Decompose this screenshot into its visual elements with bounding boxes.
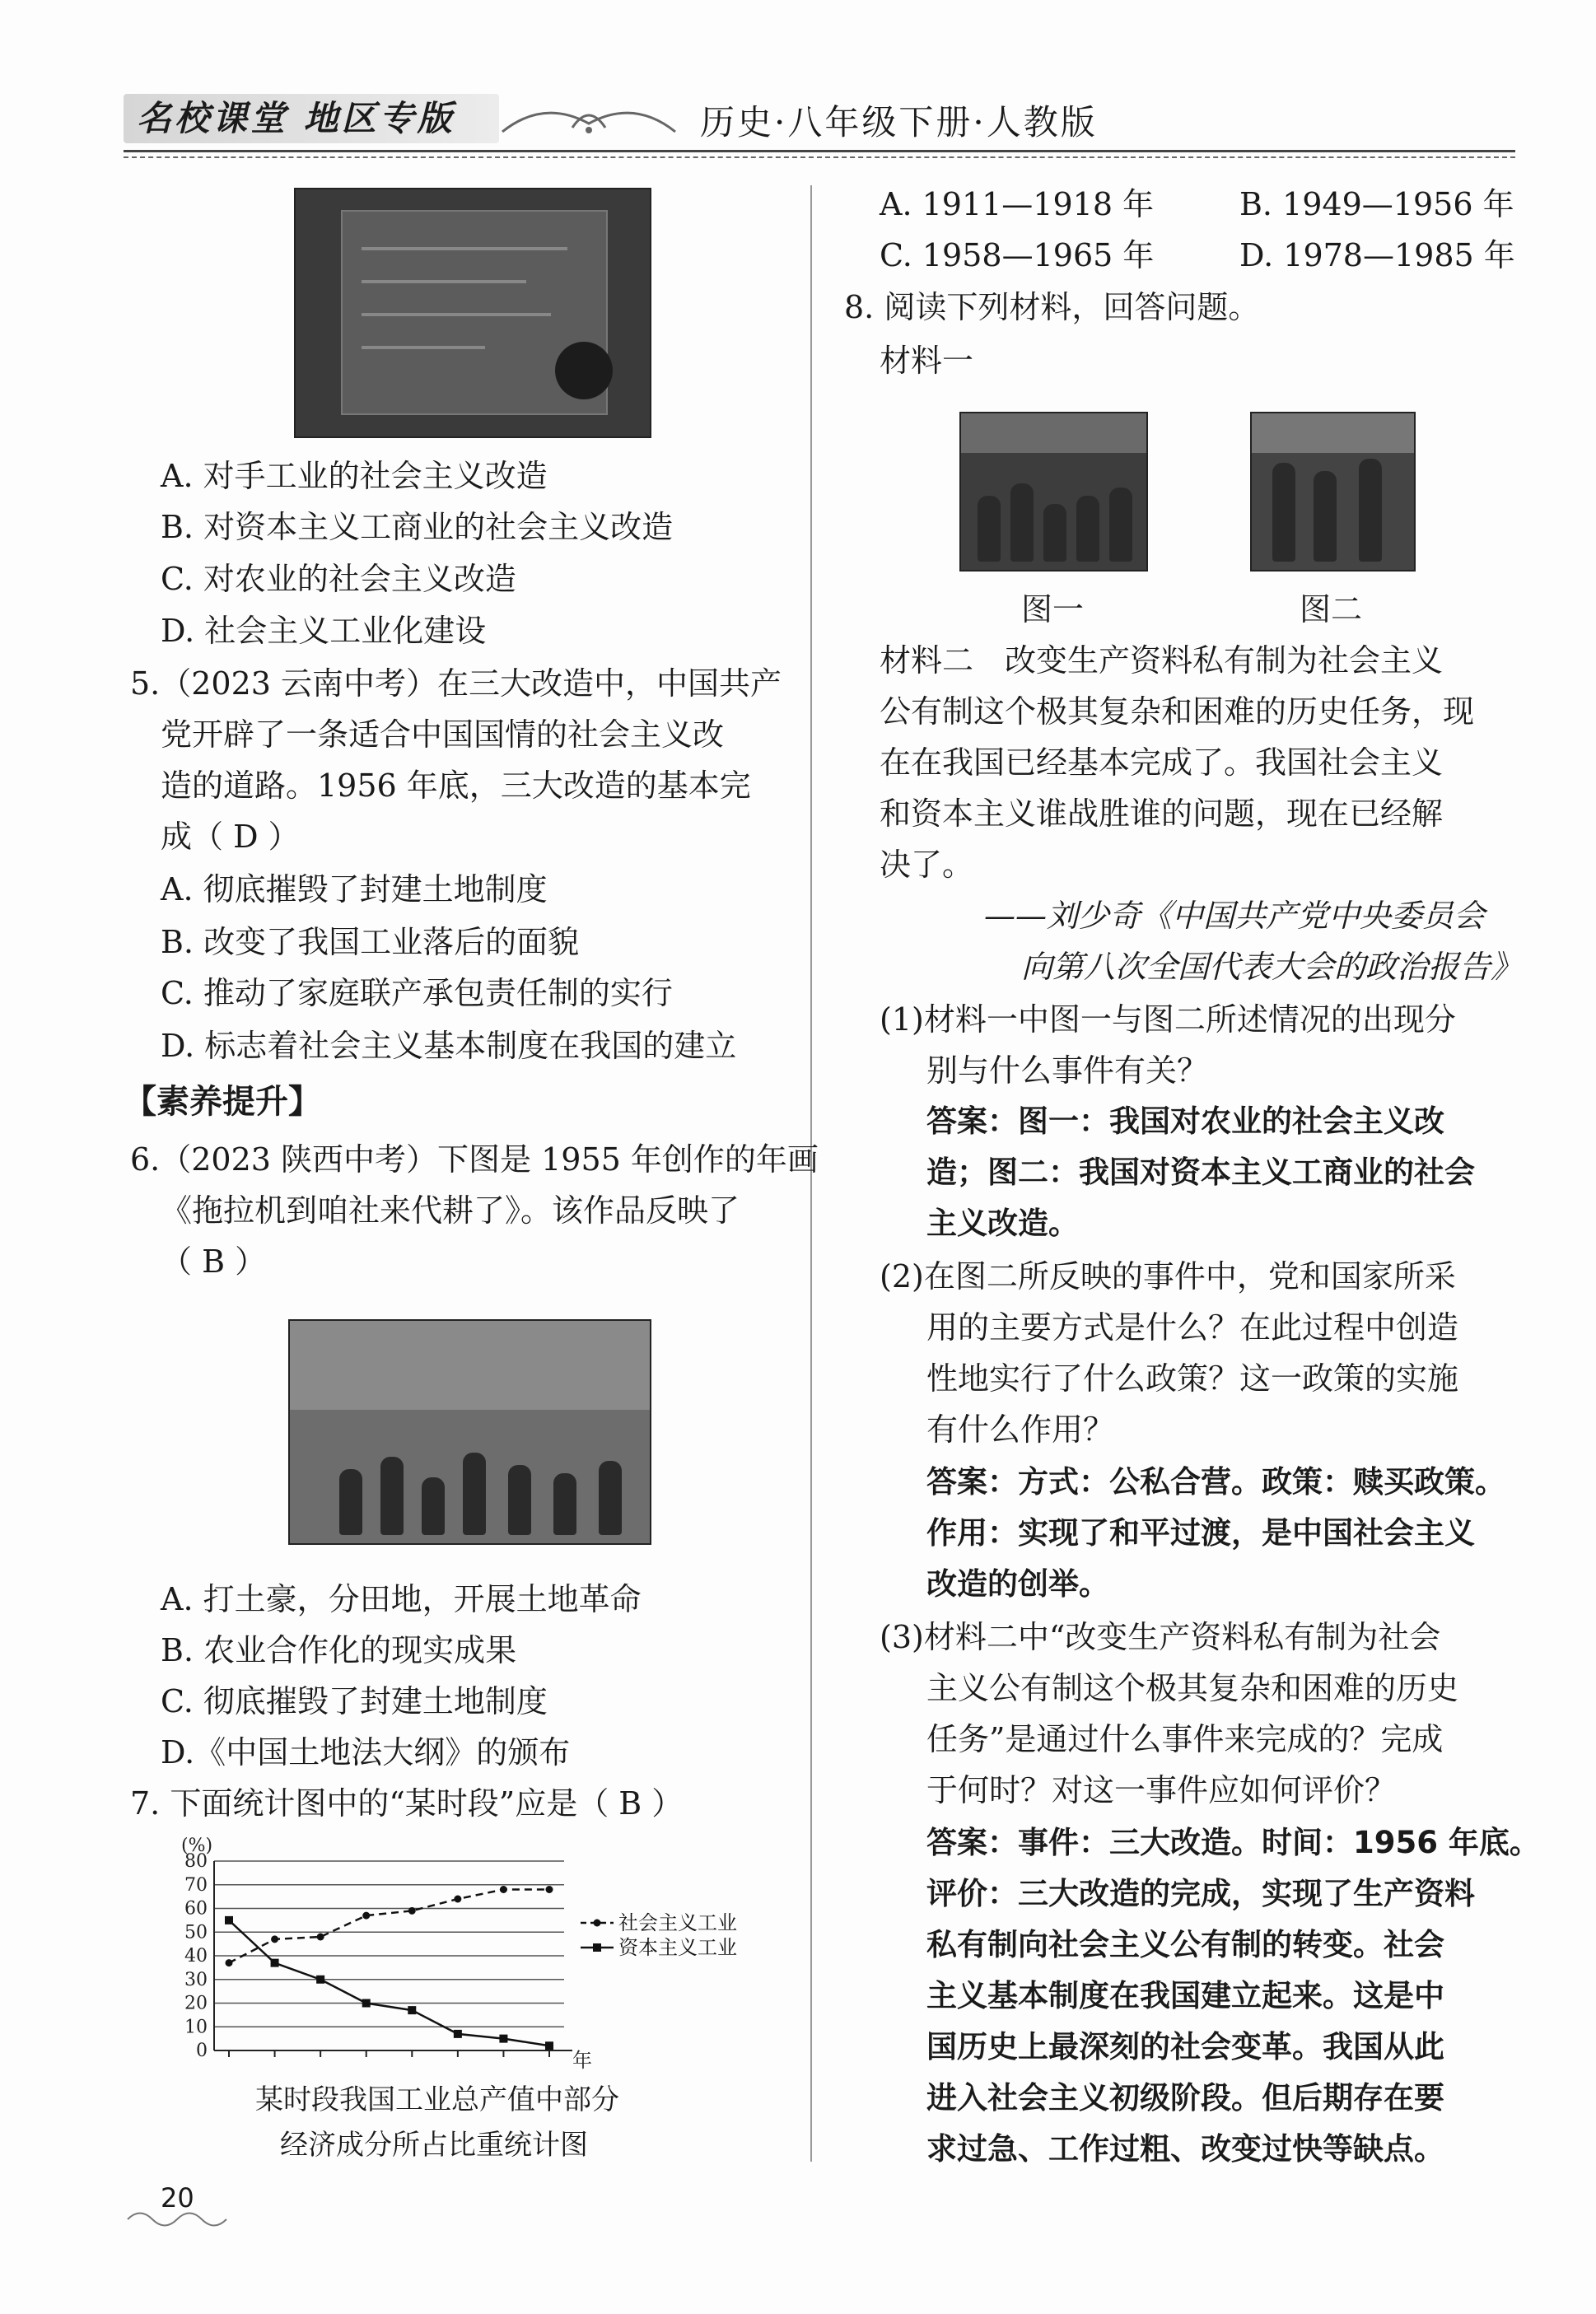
series-line-1 xyxy=(229,1890,549,1963)
y-tick-label: 30 xyxy=(184,1969,208,1990)
section-heading: 【素养提升】 xyxy=(124,1083,321,1121)
material1-label: 材料一 xyxy=(880,343,974,379)
series-2-point xyxy=(271,1959,279,1967)
q8-3-line-2: 主义公有制这个极其复杂和困难的历史 xyxy=(926,1670,1459,1706)
q6-option-d: D.《中国土地法大纲》的颁布 xyxy=(161,1734,571,1770)
q5-option-d: D. 标志着社会主义基本制度在我国的建立 xyxy=(161,1028,737,1064)
x-axis-label: 年 xyxy=(572,2049,592,2072)
q4-option-b: B. 对资本主义工商业的社会主义改造 xyxy=(161,509,674,545)
certificate-photo xyxy=(294,188,651,438)
header-rule-dashed xyxy=(124,156,1515,158)
ornament-icon xyxy=(494,99,684,140)
series-2-point xyxy=(362,1999,371,2008)
y-tick-label: 70 xyxy=(184,1874,208,1896)
series-2-point xyxy=(499,2035,507,2043)
new-year-painting xyxy=(288,1319,651,1545)
series-1-point xyxy=(408,1907,416,1915)
y-tick-label: 0 xyxy=(196,2041,208,2061)
q5-line-3: 造的道路。1956 年底，三大改造的基本完 xyxy=(161,767,751,804)
q5-option-c: C. 推动了家庭联产承包责任制的实行 xyxy=(161,975,673,1011)
a8-3-line-1: 答案：事件：三大改造。时间：1956 年底。 xyxy=(926,1825,1540,1860)
q6-option-c: C. 彻底摧毁了封建土地制度 xyxy=(161,1683,548,1719)
y-tick-label: 10 xyxy=(184,2017,208,2038)
header-title: 历史·八年级下册·人教版 xyxy=(700,102,1098,142)
q6-line-3: （ B ） xyxy=(161,1243,267,1280)
page-number: 20 xyxy=(161,2182,194,2214)
series-1-point xyxy=(546,1886,553,1893)
a8-1-line-2: 造；图二：我国对资本主义工商业的社会 xyxy=(926,1155,1475,1190)
q8-2-line-4: 有什么作用？ xyxy=(926,1411,1115,1448)
material2-line-4: 和资本主义谁战胜谁的问题，现在已经解 xyxy=(880,795,1444,832)
q8-1-line-2: 别与什么事件有关？ xyxy=(926,1052,1209,1089)
series-2-point xyxy=(408,2006,416,2014)
industry-share-chart xyxy=(156,1832,782,2079)
series-2-point xyxy=(545,2041,553,2050)
a8-3-line-6: 进入社会主义初级阶段。但后期存在要 xyxy=(926,2080,1444,2116)
a8-3-line-3: 私有制向社会主义公有制的转变。社会 xyxy=(926,1927,1444,1962)
a8-3-line-4: 主义基本制度在我国建立起来。这是中 xyxy=(926,1978,1444,2013)
a8-2-line-2: 作用：实现了和平过渡，是中国社会主义 xyxy=(926,1515,1475,1551)
legend-marker-2 xyxy=(593,1943,601,1952)
fig2-label: 图二 xyxy=(1300,591,1363,627)
q5-line-2: 党开辟了一条适合中国国情的社会主义改 xyxy=(161,716,725,753)
series-1-point xyxy=(500,1886,507,1893)
q6-option-b: B. 农业合作化的现实成果 xyxy=(161,1632,517,1668)
a8-3-line-2: 评价：三大改造的完成，实现了生产资料 xyxy=(926,1876,1475,1911)
material2-line-1: 材料二 改变生产资料私有制为社会主义 xyxy=(880,642,1444,679)
q4-option-c: C. 对农业的社会主义改造 xyxy=(161,561,516,597)
a8-2-line-3: 改造的创举。 xyxy=(926,1566,1109,1602)
source-line-1: ——刘少奇《中国共产党中央委员会 xyxy=(984,898,1486,934)
series-2-point xyxy=(316,1976,324,1984)
q8-3-line-3: 任务”是通过什么事件来完成的？完成 xyxy=(926,1721,1444,1757)
y-tick-label: 20 xyxy=(184,1993,208,2014)
header-rule xyxy=(124,150,1515,152)
q8-intro: 8. 阅读下列材料，回答问题。 xyxy=(844,289,1260,325)
q5-line-4: 成（ D ） xyxy=(161,819,300,855)
y-axis-label: (%) xyxy=(181,1836,213,1856)
material1-figure2-photo xyxy=(1250,412,1416,572)
a8-3-line-7: 求过急、工作过粗、改变过快等缺点。 xyxy=(926,2131,1444,2167)
y-tick-label: 80 xyxy=(184,1851,208,1872)
source-line-2: 向第八次全国代表大会的政治报告》 xyxy=(1021,949,1523,985)
chart-caption-1: 某时段我国工业总产值中部分 xyxy=(255,2083,619,2116)
series-1-point xyxy=(271,1935,278,1943)
q7-option-b: B. 1949—1956 年 xyxy=(1239,186,1514,222)
material2-line-2: 公有制这个极其复杂和困难的历史任务，现 xyxy=(880,693,1475,730)
chart-caption-2: 经济成分所占比重统计图 xyxy=(280,2129,588,2162)
series-1-point xyxy=(226,1959,233,1966)
legend-label-2: 资本主义工业 xyxy=(618,1936,737,1959)
brand-banner: 名校课堂 地区专版 xyxy=(124,94,499,143)
q7-option-d: D. 1978—1985 年 xyxy=(1239,237,1515,273)
material1-figure1-photo xyxy=(959,412,1148,572)
q8-1-line-1: (1)材料一中图一与图二所述情况的出现分 xyxy=(880,1001,1456,1038)
y-tick-label: 40 xyxy=(184,1946,208,1966)
series-1-point xyxy=(317,1934,324,1941)
page-header xyxy=(124,89,1515,155)
series-2-point xyxy=(225,1916,233,1924)
series-2-point xyxy=(454,2030,462,2038)
q8-2-line-1: (2)在图二所反映的事件中，党和国家所采 xyxy=(880,1258,1456,1295)
material2-line-3: 在在我国已经基本完成了。我国社会主义 xyxy=(880,744,1444,781)
q7-option-a: A. 1911—1918 年 xyxy=(880,186,1155,222)
q8-3-line-1: (3)材料二中“改变生产资料私有制为社会 xyxy=(880,1619,1441,1655)
q5-line-1: 5.（2023 云南中考）在三大改造中，中国共产 xyxy=(130,665,782,702)
q4-option-a: A. 对手工业的社会主义改造 xyxy=(161,458,548,494)
footer-ornament-icon xyxy=(124,2207,231,2232)
q6-line-2: 《拖拉机到咱社来代耕了》。该作品反映了 xyxy=(161,1192,740,1229)
fig1-label: 图一 xyxy=(1021,591,1085,627)
q7-line: 7. 下面统计图中的“某时段”应是（ B ） xyxy=(130,1785,684,1822)
a8-1-line-1: 答案：图一：我国对农业的社会主义改 xyxy=(926,1103,1444,1139)
q6-line-1: 6.（2023 陕西中考）下图是 1955 年创作的年画 xyxy=(130,1141,819,1178)
y-tick-label: 50 xyxy=(184,1922,208,1943)
q5-option-b: B. 改变了我国工业落后的面貌 xyxy=(161,924,580,960)
q7-option-c: C. 1958—1965 年 xyxy=(880,237,1155,273)
a8-2-line-1: 答案：方式：公私合营。政策：赎买政策。 xyxy=(926,1464,1505,1500)
legend-label-1: 社会主义工业 xyxy=(618,1911,737,1934)
legend-marker-1 xyxy=(594,1920,601,1927)
y-tick-label: 60 xyxy=(184,1898,208,1920)
a8-3-line-5: 国历史上最深刻的社会变革。我国从此 xyxy=(926,2029,1444,2064)
q5-option-a: A. 彻底摧毁了封建土地制度 xyxy=(161,871,548,907)
q4-option-d: D. 社会主义工业化建设 xyxy=(161,613,487,649)
material2-line-5: 决了。 xyxy=(880,847,974,883)
series-1-point xyxy=(454,1896,461,1903)
series-1-point xyxy=(362,1912,370,1920)
q8-2-line-2: 用的主要方式是什么？在此过程中创造 xyxy=(926,1309,1459,1346)
q6-option-a: A. 打土豪，分田地，开展土地革命 xyxy=(161,1581,642,1617)
q8-3-line-4: 于何时？对这一事件应如何评价？ xyxy=(926,1772,1397,1808)
a8-1-line-3: 主义改造。 xyxy=(926,1206,1079,1241)
q8-2-line-3: 性地实行了什么政策？这一政策的实施 xyxy=(926,1360,1459,1397)
